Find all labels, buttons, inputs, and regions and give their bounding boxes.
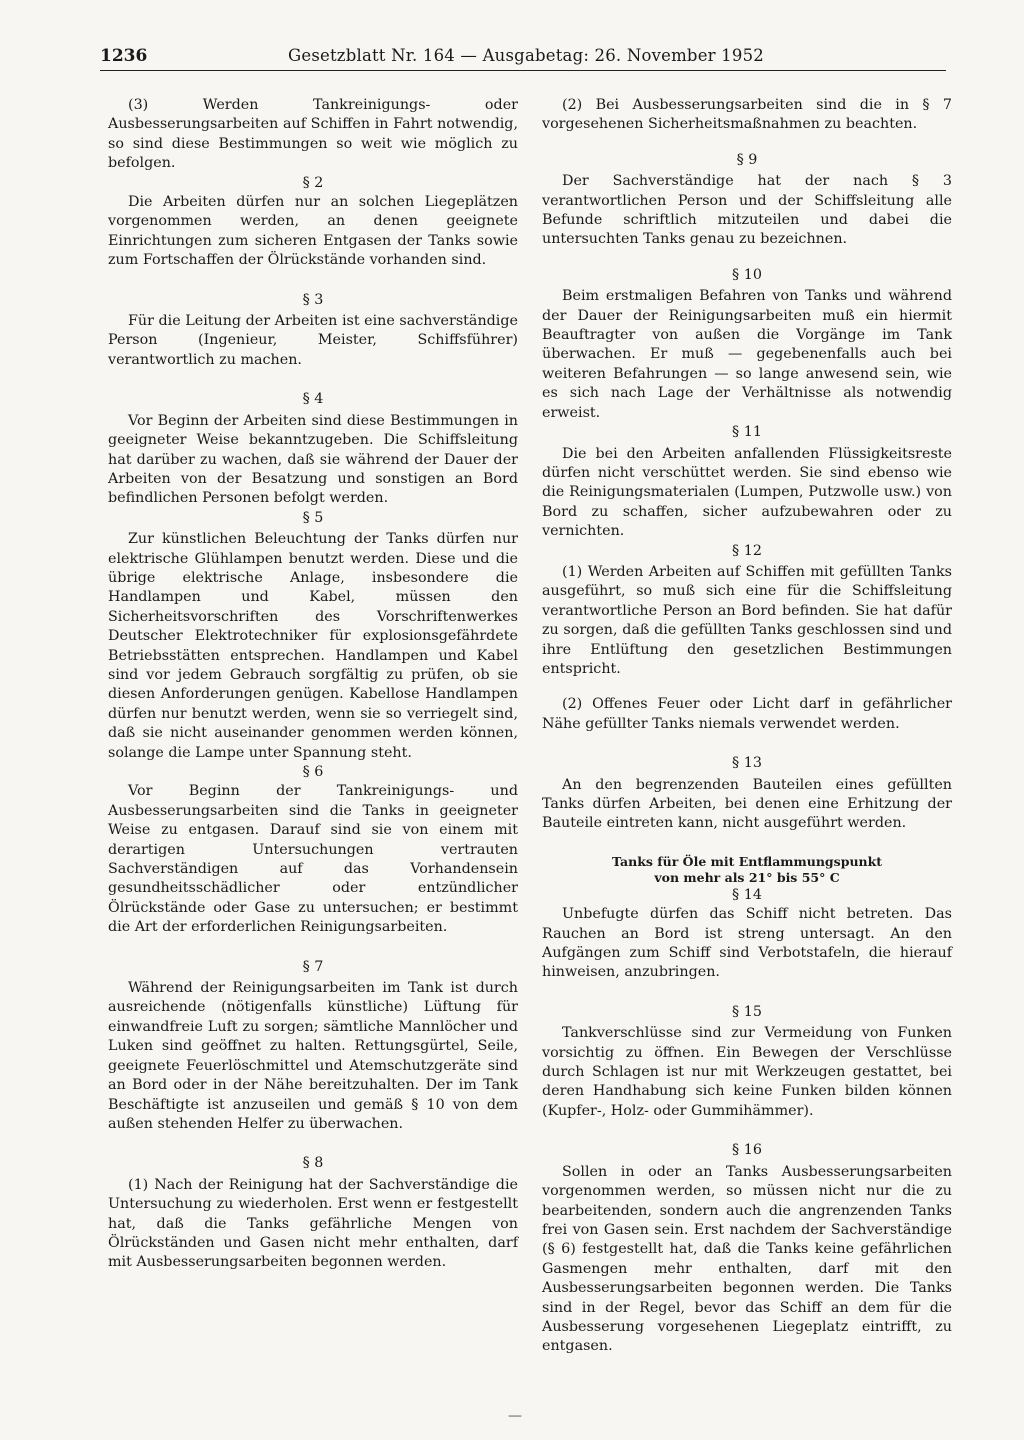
section-heading-6: § 6 xyxy=(302,764,324,780)
section-heading-4: § 4 xyxy=(302,391,324,408)
section-heading-8: § 8 xyxy=(302,1155,324,1172)
left-column xyxy=(108,96,518,1273)
paragraph-s4: Vor Beginn der Arbeiten sind diese Bestimmungen in geeigneter Weise bekanntzugeben. Die Schiffsleitung hat darüber zu wachen, daß sie während der Dauer der Arbeiten von der Besatzung und sonstigen an Bord befindlichen Personen befolgt werden. xyxy=(108,412,518,507)
subsection-title-line1: Tanks für Öle mit Entflammungspunkt xyxy=(611,853,883,869)
paragraph-s8-1: (1) Nach der Reinigung hat der Sachverständige die Untersuchung zu wiederholen. Erst wenn er festgestellt hat, daß die Tanks gefährliche Mengen von Ölrückständen und Gasen nicht mehr enthalten, darf mit Ausbesserungsarbeiten begonnen werden. xyxy=(108,1176,518,1271)
section-heading-13: § 13 xyxy=(732,755,762,772)
paragraph-s12-1: (1) Werden Arbeiten auf Schiffen mit gefüllten Tanks ausgeführt, so muß sich eine für die Schiffsleitung verantwortliche Person an Bord befinden. Sie hat dafür zu sorgen, daß die gefüllten Tanks geschlossen sind und ihre Entlüftung den gesetzlichen Bestimmungen entspricht. xyxy=(542,563,952,677)
paragraph-s15: Tankverschlüsse sind zur Vermeidung von Funken vorsichtig zu öffnen. Ein Bewegen der Verschlüsse durch Schlagen ist nur mit Werkzeugen gestattet, bei deren Handhabung sich keine Funken bilden können (Kupfer-, Holz- oder Gummihämmer). xyxy=(542,1025,952,1119)
paragraph-s1-3: (3) Werden Tankreinigungs- oder Ausbesserungsarbeiten auf Schiffen in Fahrt notwendig, so sind diese Bestimmungen so weit wie möglich zu befolgen. xyxy=(108,97,518,172)
paragraph-s13: An den begrenzenden Bauteilen eines gefüllten Tanks dürfen Arbeiten, bei denen eine Erhitzung der Bauteile eintreten kann, nicht ausgeführt werden. xyxy=(542,776,952,832)
section-heading-16: § 16 xyxy=(732,1142,762,1159)
section-heading-11: § 11 xyxy=(732,424,762,441)
paragraph-s16: Sollen in oder an Tanks Ausbesserungsarbeiten vorgenommen werden, so müssen nicht nur die zu bearbeitenden, sondern auch die angrenzenden Tanks frei von Gasen sein. Erst nachdem der Sachverständige (§ 6) festgestellt hat, daß die Tanks keine gefährlichen Gasmengen mehr enthalten, darf mit den Ausbesserungsarbeiten begonnen werden. Die Tanks sind in der Regel, bevor das Schiff an dem für die Ausbesserung vorgesehenen Liegeplatz eintrifft, zu entgasen. xyxy=(542,1163,952,1355)
paragraph-s3: Für die Leitung der Arbeiten ist eine sachverständige Person (Ingenieur, Meister, Schiffsführer) verantwortlich zu machen. xyxy=(108,313,518,368)
running-head: Gesetzblatt Nr. 164 — Ausgabetag: 26. November 1952 xyxy=(288,46,764,65)
paragraph-s14: Unbefugte dürfen das Schiff nicht betreten. Das Rauchen an Bord ist streng untersagt. An den Aufgängen zum Schiff sind Verbotstafeln, die hierauf hinweisen, anzubringen. xyxy=(542,906,952,981)
right-column xyxy=(542,96,952,1357)
paragraph-s10: Beim erstmaligen Befahren von Tanks und während der Dauer der Reinigungsarbeiten muß ein hiermit Beauftragter von außen die Vorgänge im Tank überwachen. Er muß — gegebenenfalls auch bei weiteren Befahrungen — so lange anwesend sein, wie es sich nach Lage der Verhältnisse als notwendig erweist. xyxy=(542,288,952,421)
section-heading-2: § 2 xyxy=(302,174,324,191)
paragraph-s2: Die Arbeiten dürfen nur an solchen Liegeplätzen vorgenommen werden, an denen geeignete Einrichtungen zum sicheren Entgasen der Tanks sowie zum Fortschaffen der Ölrückstände vorhanden sind. xyxy=(108,194,518,269)
paragraph-s9: Der Sachverständige hat der nach § 3 verantwortlichen Person und der Schiffsleitung alle Befunde schriftlich mitzuteilen und dabei die untersuchten Tanks genau zu bezeichnen. xyxy=(542,173,952,248)
paragraph-s8-2: (2) Bei Ausbesserungsarbeiten sind die in § 7 vorgesehenen Sicherheitsmaßnahmen zu beachten. xyxy=(542,97,952,133)
paragraph-s6: Vor Beginn der Tankreinigungs- und Ausbesserungsarbeiten sind die Tanks in geeigneter Weise zu entgasen. Darauf sind sie von einem mit derartigen Untersuchungen vertrauten Sachverständigen auf das Vorhandensein gesundheitsschädlicher oder entzündlicher Ölrückstände oder Gase zu untersuchen; er bestimmt die Art der erforderlichen Reinigungsarbeiten. xyxy=(108,783,518,936)
section-heading-9: § 9 xyxy=(736,151,758,168)
paragraph-s12-2: (2) Offenes Feuer oder Licht darf in gefährlicher Nähe gefüllter Tanks niemals verwendet werden. xyxy=(542,696,952,732)
subsection-title-line2: von mehr als 21° bis 55° C xyxy=(654,869,840,885)
section-heading-14: § 14 xyxy=(732,886,762,903)
section-heading-10: § 10 xyxy=(732,266,762,283)
section-heading-15: § 15 xyxy=(732,1003,762,1020)
paragraph-s7: Während der Reinigungsarbeiten im Tank ist durch ausreichende (nötigenfalls künstliche) Lüftung für einwandfreie Luft zu sorgen; sämtliche Mannlöcher und Luken sind geöffnet zu halten. Rettungsgürtel, Seile, geeignete Feuerlöschmittel und Atemschutzgeräte sind an Bord oder in der Nähe bereitzuhalten. Der im Tank Beschäftigte ist anzuseilen und gemäß § 10 von dem außen stehenden Helfer zu überwachen. xyxy=(108,980,518,1132)
page-header xyxy=(100,44,946,71)
paragraph-s11: Die bei den Arbeiten anfallenden Flüssigkeitsreste dürfen nicht verschüttet werden. Sie sind ebenso wie die Reinigungsmaterialen (Lumpen, Putzwolle usw.) von Bord zu schaffen, sicher aufzubewahren oder zu vernichten. xyxy=(542,445,952,540)
section-heading-3: § 3 xyxy=(302,291,324,308)
footer-dash: — xyxy=(508,1408,522,1424)
paragraph-s5: Zur künstlichen Beleuchtung der Tanks dürfen nur elektrische Glühlampen benutzt werden. Diese und die übrige elektrische Anlage, insbesondere die Handlampen und Kabel, müssen den Sicherheitsvorschriften des Vorschriftenwerkes Deutscher Elektrotechniker für explosionsgefährdete Betriebsstätten entsprechen. Handlampen und Kabel sind vor jedem Gebrauch sorgfältig zu prüfen, ob sie diesen Anforderungen genügen. Kabellose Handlampen dürfen nur benutzt werden, wenn sie so verriegelt sind, daß sie nicht auseinander genommen werden können, solange die Lampe unter Spannung steht. xyxy=(108,531,518,761)
section-heading-5: § 5 xyxy=(302,509,324,526)
section-heading-12: § 12 xyxy=(732,542,762,559)
page-number: 1236 xyxy=(100,46,148,66)
section-heading-7: § 7 xyxy=(302,958,324,975)
